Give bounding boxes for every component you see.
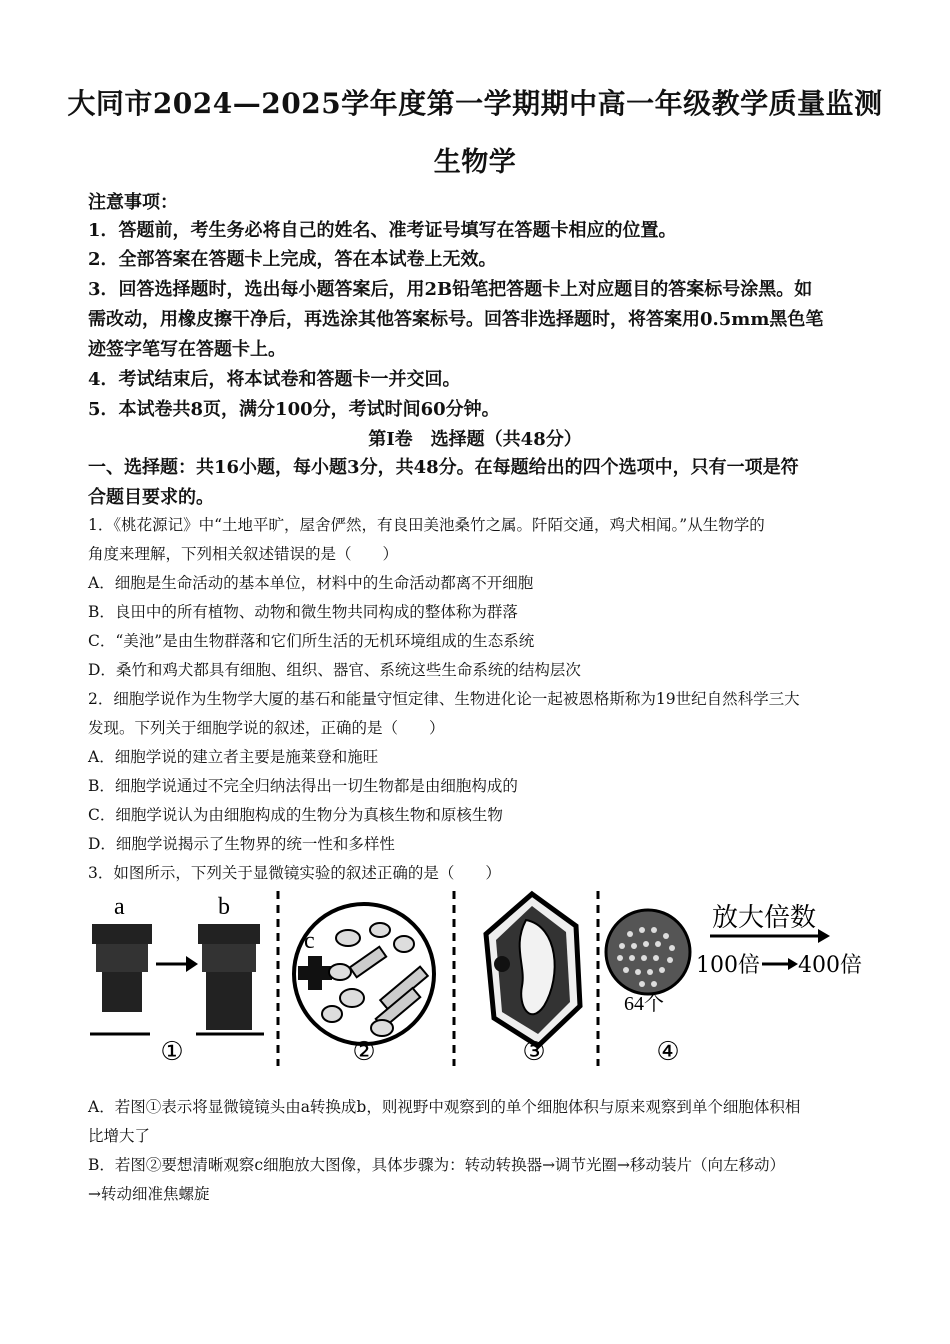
figure-drawing xyxy=(82,886,872,1071)
section-title: 第Ⅰ卷 选择题（共48分） xyxy=(368,429,582,450)
q2-stem: 发现。下列关于细胞学说的叙述，正确的是（ ） xyxy=(88,719,445,737)
magnify-step-arrow-head xyxy=(788,958,798,970)
q1-stem: 1．《桃花源记》中“土地平旷，屋舍俨然，有良田美池桑竹之属。阡陌交通，鸡犬相闻。”从生物学的 xyxy=(88,516,765,534)
lens-a-tip xyxy=(102,972,142,1012)
q3-option-b-cont: →转动细准焦螺旋 xyxy=(88,1185,210,1203)
lens-a-body xyxy=(96,944,148,972)
cell xyxy=(336,930,360,946)
panel1-number: ① xyxy=(160,1037,184,1067)
section-instruction: 合题目要求的。 xyxy=(88,487,214,508)
panel4-number: ④ xyxy=(656,1037,680,1067)
notice-item: 需改动，用橡皮擦干净后，再选涂其他答案标号。回答非选择题时，将答案用0.5mm黑色笔 xyxy=(88,309,824,330)
q2-option-b: B．细胞学说通过不完全归纳法得出一切生物都是由细胞构成的 xyxy=(88,777,518,795)
exam-title: 大同市2024—2025学年度第一学期期中高一年级教学质量监测 xyxy=(67,87,883,120)
cell xyxy=(329,964,351,980)
cell xyxy=(370,923,390,937)
label-c: c xyxy=(304,928,315,954)
notice-item: 迹签字笔写在答题卡上。 xyxy=(88,339,286,360)
magnify-to: 400倍 xyxy=(798,953,862,978)
q2-option-c: C．细胞学说认为由细胞构成的生物分为真核生物和原核生物 xyxy=(88,806,503,824)
panel3-plant-cell xyxy=(486,894,580,1067)
notice-item: 3．回答选择题时，选出每小题答案后，用2B铅笔把答题卡上对应题目的答案标号涂黑。如 xyxy=(88,279,813,300)
arrow-head xyxy=(186,956,198,972)
panel2-number: ② xyxy=(352,1037,376,1067)
q1-stem: 角度来理解，下列相关叙述错误的是（ ） xyxy=(88,545,399,563)
q3-stem: 3．如图所示，下列关于显微镜实验的叙述正确的是（ ） xyxy=(88,864,501,882)
q3-option-b: B．若图②要想清晰观察c细胞放大图像，具体步骤为：转动转换器→调节光圈→移动装片（向左移动） xyxy=(88,1156,786,1174)
notice-item: 5．本试卷共8页，满分100分，考试时间60分钟。 xyxy=(88,399,500,420)
q2-option-d: D．细胞学说揭示了生物界的统一性和多样性 xyxy=(88,835,395,853)
q3-microscope-figure xyxy=(82,886,872,1071)
magnify-title: 放大倍数 xyxy=(712,903,817,933)
cell xyxy=(322,1006,342,1022)
q2-option-a: A．细胞学说的建立者主要是施莱登和施旺 xyxy=(88,748,379,766)
magnify-arrow-head xyxy=(818,929,830,943)
subject-title: 生物学 xyxy=(433,147,517,178)
lens-a-cap xyxy=(92,924,152,944)
notice-heading: 注意事项： xyxy=(88,192,178,213)
cell xyxy=(340,989,364,1007)
label-b: b xyxy=(218,894,230,920)
panel4-magnification xyxy=(606,903,862,1067)
section-instruction: 一、选择题：共16小题，每小题3分，共48分。在每题给出的四个选项中，只有一项是符 xyxy=(88,457,799,478)
q1-option-b: B．良田中的所有植物、动物和微生物共同构成的整体称为群落 xyxy=(88,603,518,621)
dense-view-circle xyxy=(606,910,690,994)
q1-option-c: C．“美池”是由生物群落和它们所生活的无机环境组成的生态系统 xyxy=(88,632,535,650)
lens-b-body xyxy=(202,944,256,972)
q1-option-d: D．桑竹和鸡犬都具有细胞、组织、器官、系统这些生命系统的结构层次 xyxy=(88,661,581,679)
q1-option-a: A．细胞是生命活动的基本单位，材料中的生命活动都离不开细胞 xyxy=(88,574,534,592)
panel1-objectives xyxy=(90,894,264,1067)
notice-item: 4．考试结束后，将本试卷和答题卡一并交回。 xyxy=(88,369,461,390)
cell xyxy=(394,936,414,952)
lens-b-cap xyxy=(198,924,260,944)
label-a: a xyxy=(114,894,125,920)
cell-count: 64个 xyxy=(624,993,664,1015)
lens-b-tip xyxy=(206,972,252,1030)
panel2-field xyxy=(294,904,434,1067)
cell xyxy=(371,1020,393,1036)
nucleus xyxy=(494,956,510,972)
magnify-from: 100倍 xyxy=(696,953,760,978)
q3-option-a: A．若图①表示将显微镜镜头由a转换成b，则视野中观察到的单个细胞体积与原来观察到单个细胞体积相 xyxy=(88,1098,801,1116)
q3-option-a-cont: 比增大了 xyxy=(88,1127,151,1145)
panel3-number: ③ xyxy=(522,1037,546,1067)
notice-item: 1．答题前，考生务必将自己的姓名、准考证号填写在答题卡相应的位置。 xyxy=(88,220,677,241)
notice-item: 2．全部答案在答题卡上完成，答在本试卷上无效。 xyxy=(88,249,497,270)
q2-stem: 2．细胞学说作为生物学大厦的基石和能量守恒定律、生物进化论一起被恩格斯称为19世纪自然科学三大 xyxy=(88,690,800,708)
